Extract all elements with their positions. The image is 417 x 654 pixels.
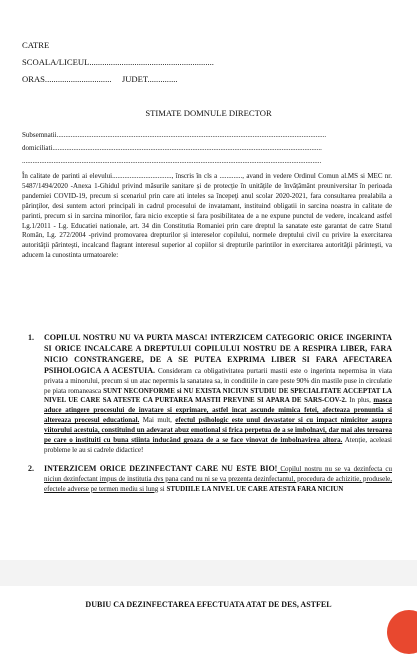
city-field: ORAS...............................	[22, 74, 112, 84]
item-number: 2.	[28, 463, 34, 473]
school-line: SCOALA/LICEUL..........................................................	[22, 57, 214, 67]
city-county-line	[22, 74, 178, 84]
domicile-line: domiciliati..........................................................................................................................................................	[22, 144, 322, 152]
item-heading: COPILUL NOSTRU NU VA PURTA MASCA! INTERZICEM CATEGORIC ORICE INGERINTA SI ORICE INCALCARE A DREPTULUI COPILULUI NOSTRU DE A RESPIRA LIBER, FARA NICIO CONSTRANGERE, DE A SE PUTEA EXPRIMA LIBER SI FARA AFECTAREA PSIHOLOGICA A ACESTUIA.	[44, 333, 392, 375]
letter-salutation: STIMATE DOMNULE DIRECTOR	[145, 108, 272, 118]
recipient-line: CATRE	[22, 40, 50, 50]
corner-badge	[387, 610, 417, 654]
demands-list	[22, 333, 392, 495]
item-heading: INTERZICEM ORICE DEZINFECTANT CARE NU ESTE BIO!	[44, 463, 278, 473]
list-item-mask: 1. COPILUL NOSTRU NU VA PURTA MASCA! INTERZICEM CATEGORIC ORICE INGERINTA SI ORICE INCALCARE A DREPTULUI COPILULUI NOSTRU DE A RESPIRA LIBER, FARA NICIO CONSTRANGERE, DE A SE PUTEA EXPRIMA LIBER SI FARA AFECTAREA PSIHOLOGICA A ACESTUIA. Consideram ca obligativitatea purtarii mastii este o ingerinta nepermisa in viata privata a minorului, precum si un atac nepermis la sanatatea sa, in conditiile in care peste 90% din mastile puse in circulatie pe piata romaneasca SUNT NECONFORME si NU EXISTA NICIUN STUDIU DE SPECIALITATE ACCEPTAT LA NIVEL UE CARE SA ATESTE CA PURTAREA MASTII PREVINE SI APARA DE SARS-COV-2. In plus, masca aduce atingere procesului de invatare si exprimare, astfel incat ascunde mimica fetei, afecteaza pronuntia si altereaza procesul educational. Mai mult, efectul psihologic este unul devastator si cu impact nimicitor asupra viitorului acestuia, constituind un adevarat abuz emotional si frica perpetua de a se imbolnavi, dar mai ales teroarea pe care o instituiti cu buna stiinta inducând groaza de a se face vinovat de imbolnavirea altora. Atenție, aceleasi probleme le au si cadrele didactice!	[28, 333, 393, 454]
blank-line: ...........................................................................................................................................................................	[22, 157, 322, 165]
item-number: 1.	[28, 333, 34, 342]
county-field: JUDET..............	[121, 74, 178, 84]
next-page-text: DUBIU CA DEZINFECTAREA EFECTUATA ATAT DE DES, ASTFEL	[85, 600, 332, 609]
page-break	[0, 560, 417, 586]
undersigned-line: Subsemnatii..........................................................................................................................................................	[22, 131, 327, 139]
list-item-disinfectant: 2. INTERZICEM ORICE DEZINFECTANT CARE NU ESTE BIO! Copilul nostru nu se va dezinfecta cu niciun dezinfectant impus de institutia dvs pana cand nu ni se va prezenta dezinfectantul, procedura de achizitie, produsele, efectele adverse pe termen mediu si lung si STUDIILE LA NIVEL UE CARE ATESTA FARA NICIUN	[28, 463, 392, 493]
intro-paragraph: În calitate de parinti ai elevului.................................., înscris în cls a ............., avand in vedere Ordinul Comun al.MS si MEC nr. 5487/1494/2020 -Anexa 1-Ghidul privind măsurile sanitare și de protecție în unitățile de învățământ preuniversitar în perioada pandemiei COVID-19, precum si scenariul prin care ati inteles sa începeţi anul scolar 2020-2021, fara consultarea prealabila a părinţilor, desi suntem actori principali in cadrul procesului de invatamant, instituind obligatii in sarcina noastra in calitate de parinti, precum si in sarcina minorilor, fara nicio exceptie si fara posibilitatea de a ne expune punctul de vedere, incalcand astfel Lg.1/2011 - Lg. Educatiei nationale, art. 34 din Constitutia Romaniei prin care dreptul la sanatate este garantat de catre Statul Român, Lg. 272/2004 -privind promovarea drepturilor și intereselor copilului, normele dreptului civil cu privire la exercitarea autorităţii părinteşti, incalcand flagrant interesul superior al copiilor si drepturile parintilor in exercitarea autorităţii părinteşti, va aducem la cunostinta urmatoarele:	[22, 172, 392, 260]
